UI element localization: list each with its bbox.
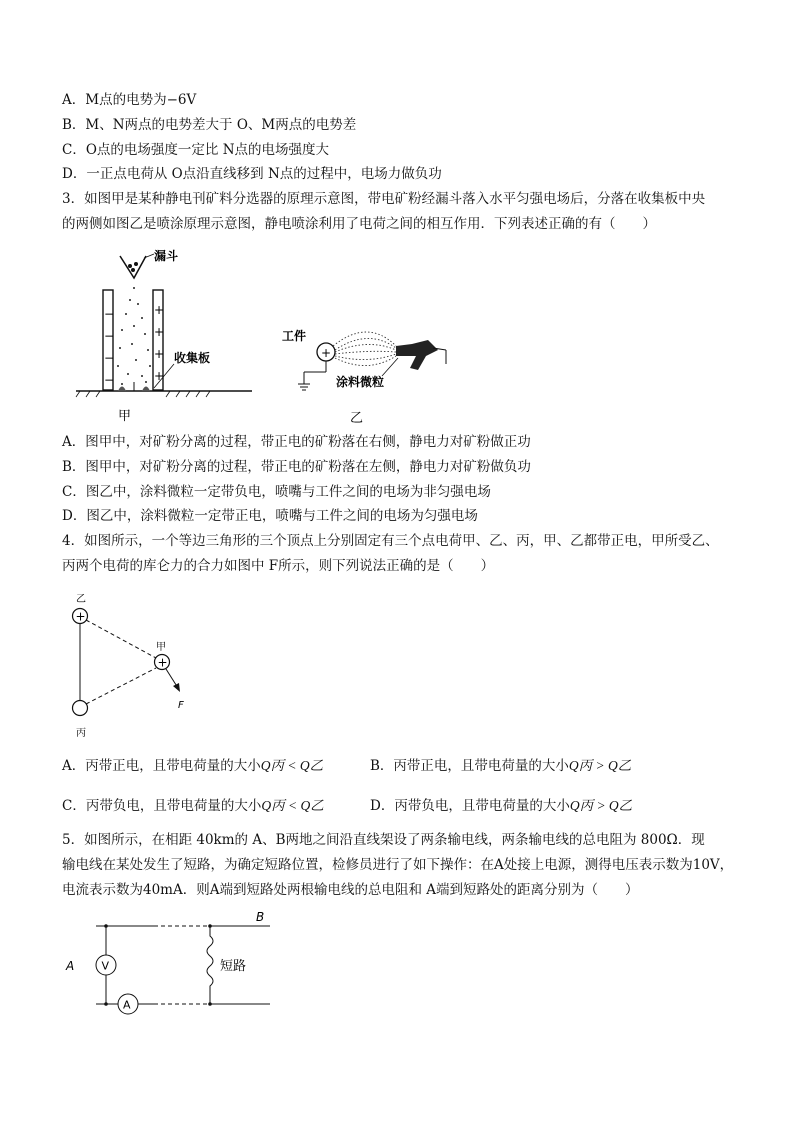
svg-text:+: + [75,609,86,624]
caption-a: 甲 [118,409,132,424]
svg-text:−: − [104,351,115,365]
q3-stem-line1: 3．如图甲是某种静电刊矿料分选器的原理示意图，带电矿粉经漏斗落入水平匀强电场后，分落在收集板中央 [62,191,706,207]
svg-text:+: + [154,347,165,361]
q3-option-c: C．图乙中，涂料微粒一定带负电，喷嘴与工件之间的电场为非匀强电场 [62,484,491,500]
q5-stem-line1: 5．如图所示，在相距 40km的 A、B两地之间沿直线架设了两条输电线，两条输电线的总电阻为 800Ω．现 [62,832,705,848]
q4-option-c: C．丙带负电，且带电荷量的大小Q丙 < Q乙 [62,798,324,814]
svg-text:−: − [104,329,115,343]
svg-text:−: − [104,307,115,321]
q3-option-d: D．图乙中，涂料微粒一定带正电，喷嘴与工件之间的电场为匀强电场 [62,508,478,524]
svg-text:+: + [154,369,165,383]
q2-option-a: A．M点的电势为−6V [62,92,197,108]
workpiece-label: 工件 [282,329,307,343]
label-yi: 乙 [76,594,86,605]
funnel-label: 漏斗 [154,249,179,263]
caption-b: 乙 [350,411,364,426]
label-bing: 丙 [76,728,86,739]
q2-option-d: D．一正点电荷从 O点沿直线移到 N点的过程中，电场力做负功 [62,166,442,182]
q4-option-c-relation: Q丙 < Q乙 [261,798,324,813]
q2-option-c: C．O点的电场强度一定比 N点的电场强度大 [62,142,330,158]
svg-text:−: − [104,373,115,387]
svg-text:+: + [154,325,165,339]
charge-bing [73,701,88,716]
q3-figure-b [278,310,458,428]
q4-triangle-figure [64,590,204,740]
q4-stem-line2: 丙两个电荷的库仑力的合力如图中 F所示，则下列说法正确的是（ ） [62,558,495,574]
ammeter-label: A [123,998,131,1012]
label-jia: 甲 [156,642,166,653]
q4-stem-line1: 4．如图所示，一个等边三角形的三个顶点上分别固定有三个点电荷甲、乙、丙，甲、乙都带正电，甲所受乙、 [62,533,719,549]
q2-option-b: B．M、N两点的电势差大于 O、M两点的电势差 [62,117,357,133]
q3-figure-a [62,248,262,428]
q3-option-a: A．图甲中，对矿粉分离的过程，带正电的矿粉落在右侧，静电力对矿粉做正功 [62,434,531,450]
q4-option-d: D．丙带负电，且带电荷量的大小Q丙 > Q乙 [370,798,633,814]
q3-option-b: B．图甲中，对矿粉分离的过程，带正电的矿粉落在左侧，静电力对矿粉做负功 [62,459,531,475]
svg-text:+: + [321,346,332,360]
q5-stem-line2: 输电线在某处发生了短路，为确定短路位置，检修员进行了如下操作：在A处接上电源，测得电压表示数为10V， [62,857,734,873]
svg-text:+: + [154,303,165,317]
q5-circuit-figure [62,908,282,1020]
short-circuit [207,926,213,1004]
svg-text:+: + [157,655,168,670]
particles-label: 涂料微粒 [336,375,385,389]
q4-option-b-relation: Q丙 > Q乙 [568,758,632,773]
q4-option-d-relation: Q丙 > Q乙 [569,798,633,813]
label-B: B [256,910,265,924]
voltmeter-label: V [101,959,110,973]
label-F: F [178,700,184,711]
q5-stem-line3: 电流表示数为40mA．则A端到短路处两根输电线的总电阻和 A端到短路处的距离分别为（ ） [62,882,639,898]
q4-option-a: A．丙带正电，且带电荷量的大小Q丙 < Q乙 [62,758,324,774]
label-A: A [66,959,75,973]
q3-stem-line2: 的两侧如图乙是喷涂原理示意图，静电喷涂利用了电荷之间的相互作用．下列表述正确的有（ ） [62,216,656,232]
q4-option-b: B．丙带正电，且带电荷量的大小Q丙 > Q乙 [370,758,632,774]
short-label: 短路 [220,959,247,974]
q4-option-a-relation: Q丙 < Q乙 [260,758,324,773]
plate-label: 收集板 [174,351,211,365]
